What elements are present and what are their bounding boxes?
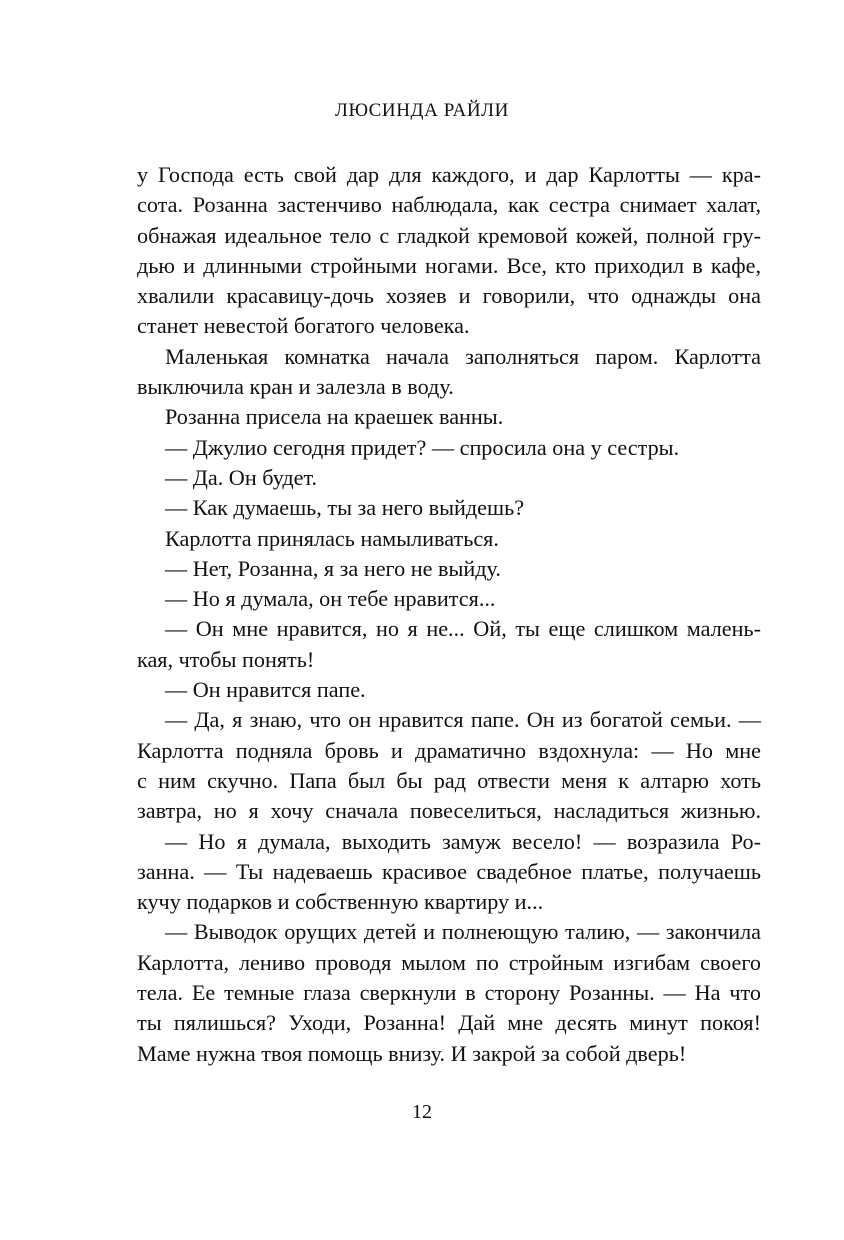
- text-line: — Выводок орущих детей и полнеющую талию, — закончила: [165, 919, 761, 945]
- page-number: 12: [412, 1101, 432, 1123]
- text-line: — Но я думала, он тебе нравится...: [165, 586, 496, 612]
- running-head-author: ЛЮСИНДА РАЙЛИ: [335, 100, 509, 121]
- text-line: Розанна присела на краешек ванны.: [165, 404, 504, 430]
- text-line: — Но я думала, выходить замуж весело! — возразила Ро-: [165, 828, 761, 854]
- text-line: — Он мне нравится, но я не... Ой, ты еще слишком малень-: [165, 616, 761, 642]
- text-line: занна. — Ты надеваешь красивое свадебное платье, получаешь: [137, 858, 761, 884]
- text-line: кая, чтобы понять!: [137, 646, 315, 672]
- text-line: тела. Ее темные глаза сверкнули в сторону Розанны. — На что: [137, 980, 761, 1006]
- text-line: станет невестой богатого человека.: [137, 313, 470, 339]
- text-line: кучу подарков и собственную квартиру и...: [137, 889, 544, 915]
- body-text: [137, 160, 761, 1069]
- text-line: с ним скучно. Папа был бы рад отвести меня к алтарю хоть: [137, 767, 761, 793]
- text-line: — Да. Он будет.: [165, 464, 318, 490]
- text-line: выключила кран и залезла в воду.: [137, 374, 454, 400]
- text-line: — Нет, Розанна, я за него не выйду.: [165, 555, 501, 581]
- text-line: — Как думаешь, ты за него выйдешь?: [165, 495, 525, 521]
- text-line: — Да, я знаю, что он нравится папе. Он из богатой семьи. —: [165, 707, 761, 733]
- text-line: — Джулио сегодня придет? — спросила она у сестры.: [165, 434, 680, 460]
- text-line: Маленькая комнатка начала заполняться паром. Карлотта: [165, 343, 761, 369]
- text-line: — Он нравится папе.: [165, 677, 366, 703]
- text-line: Карлотта подняла бровь и драматично вздохнула: — Но мне: [137, 737, 761, 763]
- text-line: хвалили красавицу-дочь хозяев и говорили, что однажды она: [137, 283, 761, 309]
- text-line: у Господа есть свой дар для каждого, и дар Карлотты — кра-: [137, 162, 761, 187]
- text-line: завтра, но я хочу сначала повеселиться, насладиться жизнью.: [137, 798, 761, 824]
- text-line: дью и длинными стройными ногами. Все, кто приходил в кафе,: [137, 252, 761, 278]
- text-line: сота. Розанна застенчиво наблюдала, как сестра снимает халат,: [137, 192, 761, 218]
- text-line: Карлотта, лениво проводя мылом по стройным изгибам своего: [137, 949, 761, 975]
- text-line: Маме нужна твоя помощь внизу. И закрой за собой дверь!: [137, 1040, 687, 1066]
- text-line: ты пялишься? Уходи, Розанна! Дай мне десять минут покоя!: [137, 1010, 761, 1036]
- text-line: Карлотта принялась намыливаться.: [165, 525, 499, 551]
- text-line: обнажая идеальное тело с гладкой кремовой кожей, полной гру-: [137, 222, 761, 248]
